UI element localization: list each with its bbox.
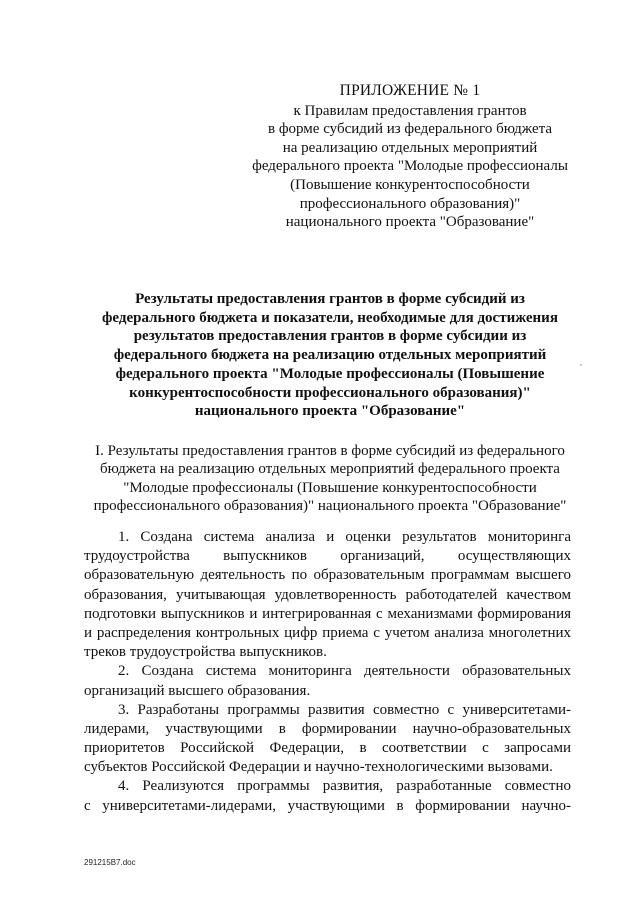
paragraph-1: [84, 528, 571, 662]
appendix-line: на реализацию отдельных мероприятий: [282, 139, 538, 156]
paragraph-4: [84, 777, 571, 815]
paragraph-2: [84, 662, 571, 700]
paragraph-line: образовательную деятельность по образовательным программам высшего: [84, 567, 571, 584]
title-line: федерального проекта "Молодые профессионалы (Повышение: [115, 365, 545, 382]
title-line: конкурентоспособности профессионального образования)": [129, 384, 531, 401]
appendix-line: профессионального образования)": [299, 195, 521, 212]
paragraph-line: трудоустройства выпускников организаций, осуществляющих: [84, 548, 571, 565]
section-line: I. Результаты предоставления грантов в форме субсидий из федерального: [95, 443, 565, 459]
paragraph-line: с университетами-лидерами, участвующими в формировании научно-: [84, 797, 571, 814]
paragraph-line: 4. Реализуются программы развития, разработанные совместно: [118, 778, 571, 795]
section-line: бюджета на реализацию отдельных мероприятий федерального проекта: [100, 461, 560, 478]
appendix-line: федерального проекта "Молодые профессионалы: [252, 158, 568, 175]
file-code-footer: 291215B7.doc: [84, 858, 136, 867]
section-heading: [60, 442, 600, 516]
title-line: федерального бюджета и показатели, необходимые для достижения: [102, 309, 558, 326]
document-body: [84, 528, 571, 816]
title-line: результатов предоставления грантов в форме субсидии из: [133, 328, 527, 345]
appendix-heading: ПРИЛОЖЕНИЕ № 1: [339, 82, 481, 99]
paragraph-line: и распределения контрольных цифр приема с учетом анализа многолетних: [84, 624, 571, 641]
paragraph-line: подготовки выпускников и интегрированная с механизмами формирования: [84, 605, 571, 622]
appendix-line: к Правилам предоставления грантов: [293, 102, 527, 119]
paragraph-line: треков трудоустройства выпускников.: [84, 644, 327, 661]
paragraph-line: организаций высшего образования.: [84, 682, 311, 699]
title-line: федерального бюджета на реализацию отдельных мероприятий: [113, 347, 547, 364]
section-line: профессионального образования)" национального проекта "Образование": [93, 498, 567, 515]
paragraph-3: [84, 701, 571, 778]
appendix-line: в форме субсидий из федерального бюджета: [267, 121, 552, 138]
title-line: национального проекта "Образование": [194, 403, 466, 420]
document-title: [60, 290, 600, 421]
appendix-line: национального проекта "Образование": [285, 214, 535, 231]
paragraph-line: образования, учитывающая удовлетворенность работодателей качеством: [84, 586, 571, 603]
title-line: Результаты предоставления грантов в форме субсидий из: [135, 291, 525, 307]
paragraph-line: 3. Разработаны программы развития совместно с университетами-: [118, 701, 571, 718]
paragraph-line: 2. Создана система мониторинга деятельности образовательных: [118, 663, 571, 680]
paragraph-line: лидерами, участвующими в формировании научно-образовательных: [84, 720, 571, 737]
appendix-line: (Повышение конкурентоспособности: [290, 176, 530, 193]
section-line: "Молодые профессионалы (Повышение конкурентоспособности: [123, 479, 537, 496]
paragraph-line: приоритетов Российской Федерации, в соответствии с запросами: [84, 740, 571, 757]
paragraph-line: субъектов Российской Федерации и научно-технологическими вызовами.: [84, 759, 553, 776]
scan-speck: [580, 364, 582, 366]
appendix-header: [240, 82, 580, 232]
paragraph-line: 1. Создана система анализа и оценки результатов мониторинга: [118, 529, 571, 545]
